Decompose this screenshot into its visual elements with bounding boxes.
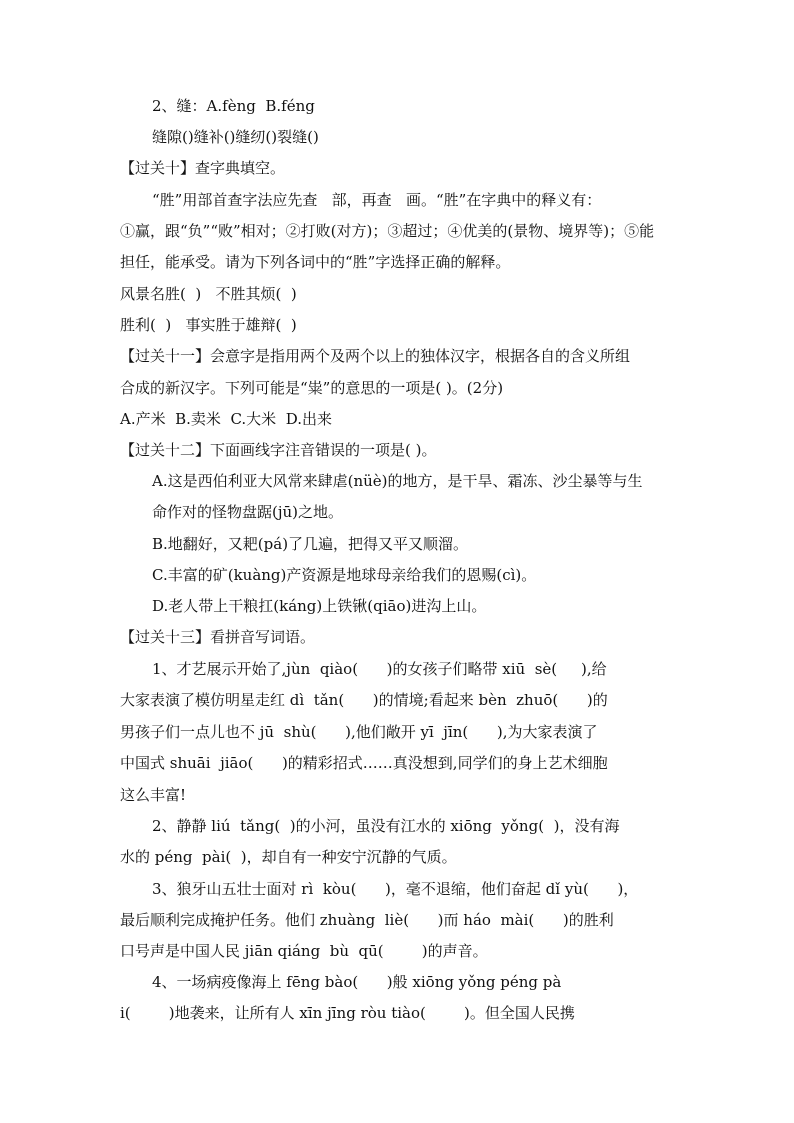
text-line: 最后顺利完成掩护任务。他们 zhuàng liè( )而 háo mài( )的胜利 [120,911,614,929]
section-heading: 【过关十二】下面画线字注音错误的一项是( )。 [120,441,437,459]
text-line: D.老人带上干粮扛(káng)上铁锹(qiāo)进沟上山。 [152,597,487,615]
text-line: A.这是西伯利亚大风常来肆虐(nüè)的地方，是干旱、霜冻、沙尘暴等与生 [152,472,643,490]
text-line: 水的 péng pài( )，却自有一种安宁沉静的气质。 [120,848,457,866]
text-line: 风景名胜( ) 不胜其烦( ) [120,285,297,303]
text-line: 1、才艺展示开始了,jùn qiào( )的女孩子们略带 xiū sè( ),给 [152,660,607,678]
text-line: 2、缝：A.fèng B.féng [152,97,315,115]
section-heading: 【过关十一】会意字是指用两个及两个以上的独体汉字，根据各自的含义所组 [120,347,631,365]
text-line: ①赢，跟“负”“败”相对；②打败(对方)；③超过；④优美的(景物、境界等)；⑤能 [120,222,655,240]
text-line: 胜利( ) 事实胜于雄辩( ) [120,316,297,334]
text-line: 这么丰富! [120,786,187,804]
text-line: 2、静静 liú tǎng( )的小河，虽没有江水的 xiōng yǒng( )，没有海 [152,817,620,835]
text-line: 口号声是中国人民 jiān qiáng bù qū( )的声音。 [120,942,488,960]
text-line: 4、一场病疫像海上 fēng bào( )般 xiōng yǒng péng pà [152,973,562,991]
text-line: i( )地袭来，让所有人 xīn jīng ròu tiào( )。但全国人民携 [120,1004,575,1022]
text-line: 中国式 shuāi jiāo( )的精彩招式……真没想到,同学们的身上艺术细胞 [120,754,608,772]
section-heading: 【过关十】查字典填空。 [120,159,286,177]
text-line: B.地翻好，又耙(pá)了几遍，把得又平又顺溜。 [152,535,469,553]
text-line: C.丰富的矿(kuàng)产资源是地球母亲给我们的恩赐(cì)。 [152,566,537,584]
text-line: A.产米 B.卖米 C.大米 D.出来 [120,410,332,428]
text-line: “胜”用部首查字法应先查 部，再查 画。“胜”在字典中的释义有： [152,191,602,209]
text-line: 担任，能承受。请为下列各词中的“胜”字选择正确的解释。 [120,253,511,271]
text-line: 命作对的怪物盘踞(jū)之地。 [152,503,344,521]
text-line: 缝隙()缝补()缝纫()裂缝() [152,128,319,146]
section-heading: 【过关十三】看拼音写词语。 [120,628,316,646]
text-line: 男孩子们一点儿也不 jū shù( ),他们敞开 yī jīn( ),为大家表演了 [120,723,598,741]
text-line: 3、狼牙山五壮士面对 rì kòu( )，毫不退缩，他们奋起 dǐ yù( )， [152,880,639,898]
text-line: 合成的新汉字。下列可能是“粜”的意思的一项是( )。(2分) [120,379,504,397]
text-line: 大家表演了模仿明星走红 dì tǎn( )的情境;看起来 bèn zhuō( )的 [120,691,608,709]
